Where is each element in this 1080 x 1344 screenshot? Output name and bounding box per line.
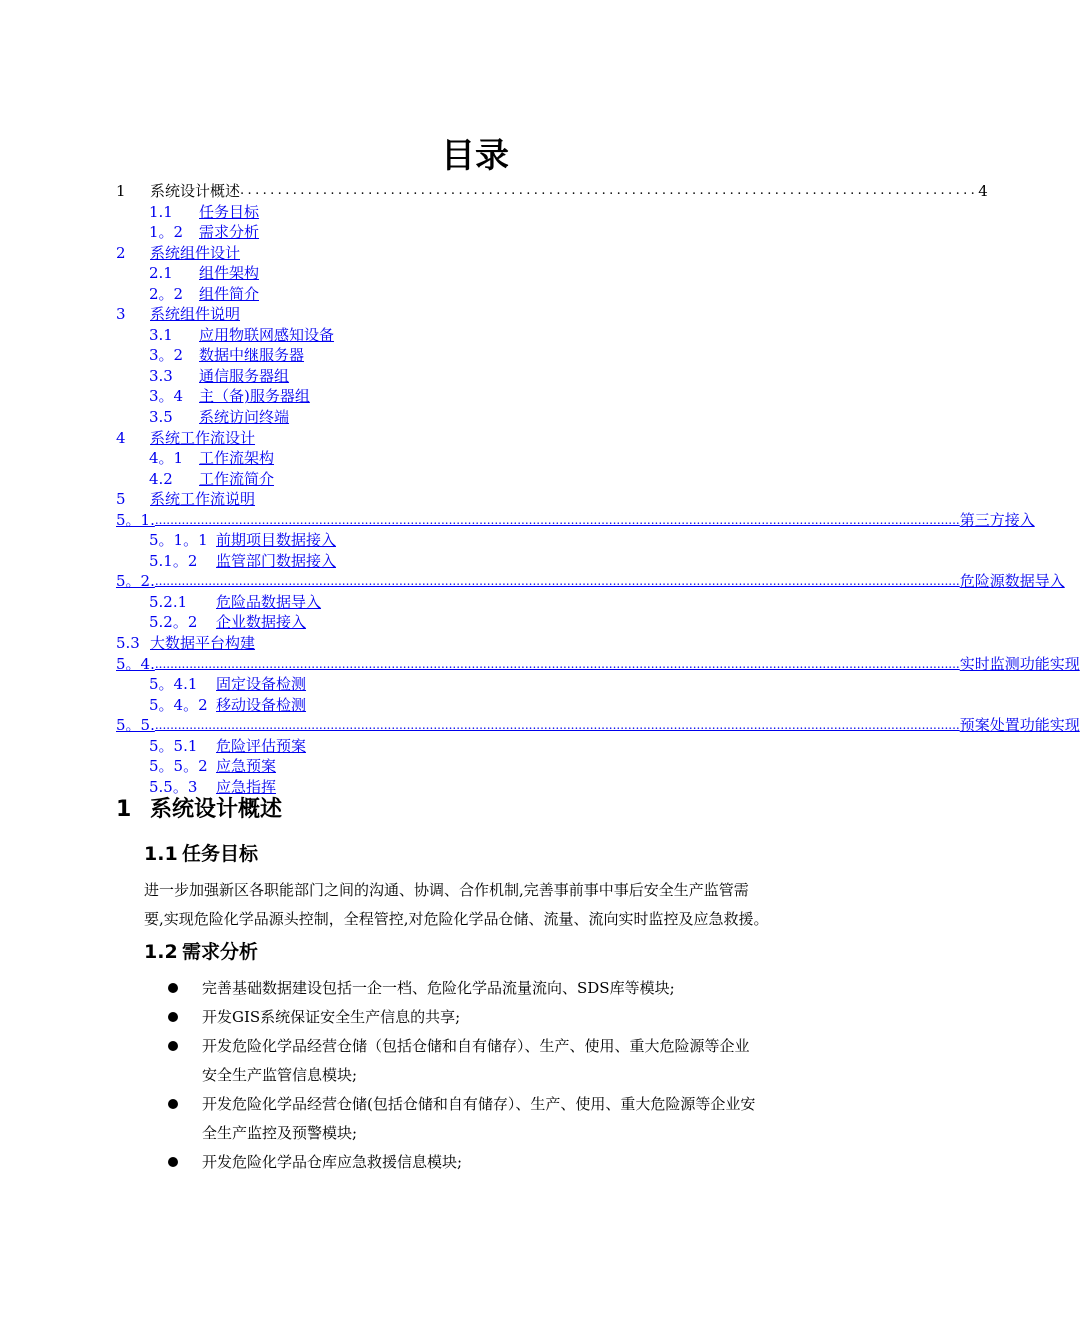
toc-title: 目录: [441, 136, 509, 176]
toc-entry-1[interactable]: [116, 181, 988, 202]
requirements-list: [168, 974, 838, 1177]
toc-entry[interactable]: 2。2 组件简介: [149, 284, 260, 303]
toc-entry[interactable]: 3。4 主（备)服务器组: [149, 387, 310, 406]
bullet-icon: [168, 1012, 178, 1022]
toc-entry[interactable]: 5.3 大数据平台构建: [116, 634, 256, 653]
list-item: 开发危险化学品经营仓储（包括仓储和自有储存）、生产、使用、重大危险源等企业 安全生产监管信息模块;: [168, 1032, 838, 1090]
list-item: 开发危险化学品经营仓储(包括仓储和自有储存）、生产、使用、重大危险源等企业安 全生产监控及预警模块;: [168, 1090, 838, 1148]
toc-entry-dotted[interactable]: 5。2. ................................................................................................................................................................................................................... 危险源数据导入: [116, 572, 1065, 591]
toc-entry-dotted[interactable]: 5。4. ................................................................................................................................................................................................................... 实时监测功能实现: [116, 654, 1080, 673]
dot-leader: ...................................................................................................................................................................................................................: [154, 574, 960, 589]
toc-entry[interactable]: 2 系统组件设计: [116, 243, 241, 262]
heading-section-1: 1 系统设计概述: [116, 797, 283, 822]
toc-entry-number: 1: [116, 182, 126, 200]
bullet-icon: [168, 1157, 178, 1167]
list-item: 完善基础数据建设包括一企一档、危险化学品流量流向、SDS库等模块;: [168, 974, 838, 1003]
toc-entry[interactable]: 3 系统组件说明: [116, 305, 241, 324]
table-of-contents: [116, 181, 1080, 797]
toc-entry-dotted[interactable]: 5。1. ................................................................................................................................................................................................................... 第三方接入: [116, 510, 1035, 529]
toc-entry[interactable]: 3。2 数据中继服务器: [149, 346, 305, 365]
toc-entry-text: 系统设计概述: [150, 182, 241, 200]
dot-leader: ...................................................................................................................................................................................................................: [154, 656, 960, 671]
toc-entry[interactable]: 5.2.1 危险品数据导入: [149, 592, 322, 611]
toc-entry[interactable]: 5。4。2 移动设备检测: [149, 695, 307, 714]
toc-entry[interactable]: 4.2 工作流简介: [149, 469, 275, 488]
toc-entry[interactable]: 2.1 组件架构: [149, 264, 260, 283]
toc-entry[interactable]: 1。2 需求分析: [149, 223, 260, 242]
toc-entry[interactable]: 5.5。3 应急指挥: [149, 777, 277, 796]
toc-entry-dotted[interactable]: 5。5. ................................................................................................................................................................................................................... 预案处置功能实现: [116, 716, 1080, 735]
toc-entry[interactable]: 5。4.1 固定设备检测: [149, 675, 307, 694]
heading-section-1-2: 1.2 需求分析: [144, 941, 259, 963]
bullet-icon: [168, 983, 178, 993]
dot-leader: ...................................................................................................................................................................................................................: [154, 512, 960, 527]
list-item: 开发危险化学品仓库应急救援信息模块;: [168, 1148, 838, 1177]
toc-entry[interactable]: 3.3 通信服务器组: [149, 366, 290, 385]
toc-entry[interactable]: 1.1 任务目标: [149, 202, 260, 221]
toc-entry[interactable]: 4。1 工作流架构: [149, 449, 275, 468]
toc-entry[interactable]: 5.1。2 监管部门数据接入: [149, 551, 337, 570]
toc-entry[interactable]: 5.2。2 企业数据接入: [149, 613, 307, 632]
toc-entry[interactable]: 3.5 系统访问终端: [149, 408, 290, 427]
toc-entry[interactable]: 5 系统工作流说明: [116, 490, 256, 509]
toc-entry[interactable]: 3.1 应用物联网感知设备: [149, 325, 335, 344]
paragraph-task-goal: 进一步加强新区各职能部门之间的沟通、协调、合作机制,完善事前事中事后安全生产监管需 要,实现危险化学品源头控制，全程管控,对危险化学品仓储、流量、流向实时监控及应急救援。: [144, 881, 769, 928]
toc-entry[interactable]: 5。5。2 应急预案: [149, 757, 277, 776]
bullet-icon: [168, 1041, 178, 1051]
dot-leader: ..................................................................................................: [240, 183, 979, 198]
toc-entry[interactable]: 4 系统工作流设计: [116, 428, 256, 447]
heading-section-1-1: 1.1 任务目标: [144, 843, 259, 865]
toc-entry[interactable]: 5。1。1 前期项目数据接入: [149, 531, 337, 550]
toc-page-number: 4: [978, 182, 988, 200]
toc-entry[interactable]: 5。5.1 危险评估预案: [149, 736, 307, 755]
list-item: 开发GIS系统保证安全生产信息的共享;: [168, 1003, 838, 1032]
dot-leader: ...................................................................................................................................................................................................................: [154, 718, 960, 733]
bullet-icon: [168, 1099, 178, 1109]
